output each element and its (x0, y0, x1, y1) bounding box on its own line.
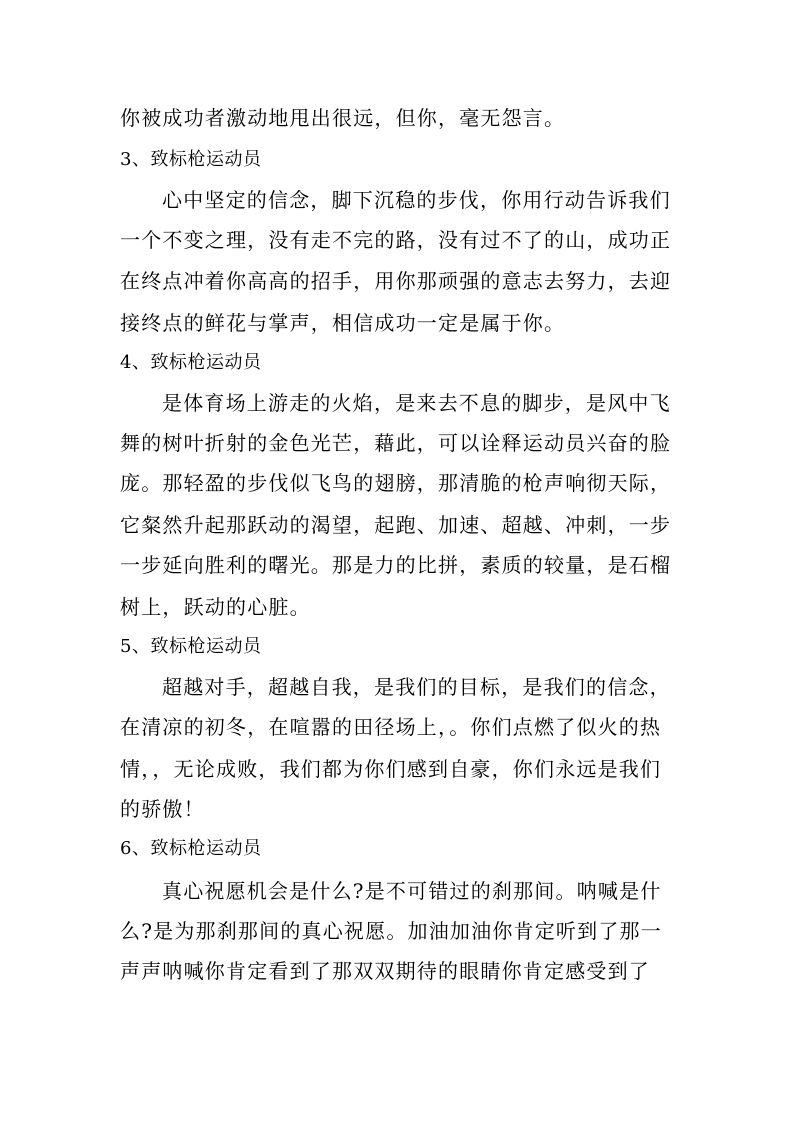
paragraph-line: 声声呐喊你肯定看到了那双双期待的眼睛你肯定感受到了 (120, 959, 650, 983)
paragraph-line: 树上，跃动的心脏。 (120, 595, 311, 619)
paragraph-line: 一步延向胜利的曙光。那是力的比拼，素质的较量，是石榴 (120, 553, 672, 577)
section-heading-5: 5、致标枪运动员 (120, 636, 262, 657)
paragraph-line: 在终点冲着你高高的招手，用你那顽强的意志去努力，去迎 (120, 269, 672, 293)
paragraph-line: 在清凉的初冬，在喧嚣的田径场上，。你们点燃了似火的热 (120, 715, 662, 739)
section-heading-3: 3、致标枪运动员 (120, 149, 262, 170)
paragraph-line: 情，，无论成败，我们都为你们感到自豪，你们永远是我们 (120, 757, 662, 781)
paragraph-line: 它粲然升起那跃动的渴望，起跑、加速、超越、冲刺，一步 (120, 513, 672, 537)
paragraph-line: 庞。那轻盈的步伐似飞鸟的翅膀，那清脆的枪声响彻天际， (120, 471, 672, 495)
paragraph-line: 真心祝愿机会是什么?是不可错过的刹那间。呐喊是什 (162, 879, 662, 903)
paragraph-line: 一个不变之理，没有走不完的路，没有过不了的山，成功正 (120, 228, 672, 252)
section-heading-6: 6、致标枪运动员 (120, 838, 262, 859)
paragraph-line: 是体育场上游走的火焰，是来去不息的脚步，是风中飞 (162, 391, 671, 415)
paragraph-line: 么?是为那刹那间的真心祝愿。加油加油你肯定听到了那一 (120, 919, 662, 943)
paragraph-line: 接终点的鲜花与掌声，相信成功一定是属于你。 (120, 311, 566, 335)
paragraph-line: 超越对手，超越自我，是我们的目标，是我们的信念， (162, 675, 671, 699)
paragraph-line: 舞的树叶折射的金色光芒，藉此，可以诠释运动员兴奋的脸 (120, 431, 672, 455)
paragraph-line: 你被成功者激动地甩出很远，但你，毫无怨言。 (120, 106, 566, 130)
section-heading-4: 4、致标枪运动员 (120, 352, 262, 373)
paragraph-line: 心中坚定的信念，脚下沉稳的步伐，你用行动告诉我们 (162, 188, 671, 212)
paragraph-line: 的骄傲！ (120, 797, 205, 821)
